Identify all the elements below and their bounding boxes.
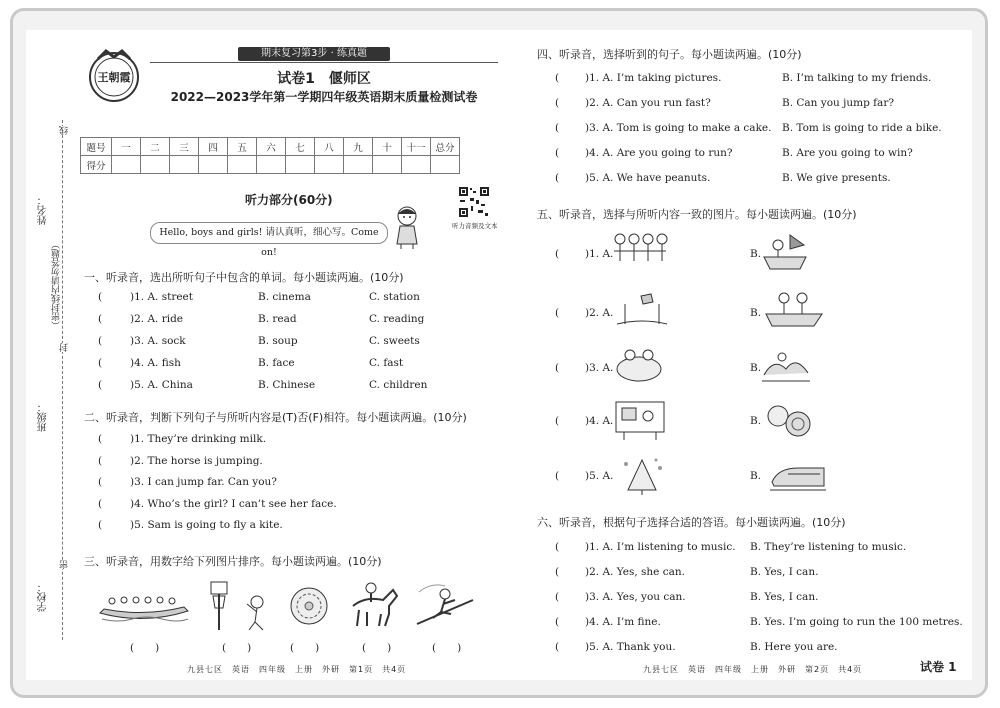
score-cell[interactable] xyxy=(315,156,344,174)
section-6-title: 六、听录音，根据句子选择合适的答语。每小题读两遍。(10分) xyxy=(537,516,846,529)
option-a: )2. A. ride xyxy=(130,313,184,325)
statement: )4. Who’s the girl? I can’t see her face. xyxy=(130,497,337,510)
option-b: B. Can you jump far? xyxy=(782,97,894,109)
girl-icon xyxy=(390,204,424,250)
option-b: B. They’re listening to music. xyxy=(750,541,907,553)
score-header-cell: 八 xyxy=(315,138,344,156)
section-2-title: 二、听录音，判断下列句子与所听内容是(T)否(F)相符。每小题读两遍。(10分) xyxy=(84,411,467,424)
dragon-boat-picture xyxy=(98,585,190,631)
binding-note: （密封线内请勿答题） xyxy=(52,240,62,330)
option-b: B. xyxy=(750,248,762,260)
answer-blank[interactable]: ( xyxy=(98,497,103,510)
section-4-title: 四、听录音，选择听到的句子。每小题读两遍。(10分) xyxy=(537,48,802,61)
answer-blank[interactable]: ( xyxy=(555,566,560,578)
order-blank[interactable]: ( ) xyxy=(290,642,320,654)
greeting-bubble: Hello, boys and girls! 请认真听，细心写。Come on! xyxy=(150,222,388,244)
qr-code-icon[interactable] xyxy=(458,186,490,218)
option-a: )3. A. xyxy=(585,362,614,374)
answer-blank[interactable]: ( xyxy=(98,454,103,467)
score-header-row xyxy=(81,138,460,156)
score-value-row xyxy=(81,156,460,174)
option-b: B. xyxy=(750,362,762,374)
name-label: 姓名： xyxy=(38,195,49,225)
score-header-cell: 二 xyxy=(141,138,170,156)
answer-blank[interactable]: ( xyxy=(98,379,103,391)
score-header-cell: 七 xyxy=(286,138,315,156)
option-a: )1. A. xyxy=(585,248,614,260)
answer-blank[interactable]: ( xyxy=(555,248,560,260)
option-b: B. xyxy=(750,470,762,482)
option-b: B. xyxy=(750,415,762,427)
option-b: B. Yes. I’m going to run the 100 metres. xyxy=(750,616,963,628)
option-b: B. Yes, I can. xyxy=(750,566,819,578)
statement: )3. I can jump far. Can you? xyxy=(130,476,277,488)
score-cell[interactable] xyxy=(228,156,257,174)
s5-1b-picture xyxy=(760,231,810,275)
score-cell[interactable] xyxy=(373,156,402,174)
option-c: C. fast xyxy=(369,357,404,369)
option-b: B. cinema xyxy=(258,291,311,303)
footer-right: 九县七区 英语 四年级 上册 外研 第2页 共4页 xyxy=(643,665,863,674)
option-b: B. Chinese xyxy=(258,379,316,391)
option-a: )1. A. I’m listening to music. xyxy=(585,541,736,553)
score-cell[interactable] xyxy=(141,156,170,174)
option-b: B. xyxy=(750,307,762,319)
horse-riding-picture xyxy=(345,580,401,634)
answer-blank[interactable]: ( xyxy=(98,519,103,531)
option-b: B. Yes, I can. xyxy=(750,591,819,603)
option-b: B. I’m talking to my friends. xyxy=(782,72,932,84)
score-cell[interactable] xyxy=(344,156,373,174)
answer-blank[interactable]: ( xyxy=(555,362,560,374)
s5-4b-picture xyxy=(764,402,814,444)
option-b: B. We give presents. xyxy=(782,172,891,184)
listening-heading: 听力部分(60分) xyxy=(245,193,333,207)
order-blank[interactable]: ( ) xyxy=(362,642,392,654)
score-header-cell: 十 xyxy=(373,138,402,156)
binding-mark-1: 线 xyxy=(60,126,70,135)
answer-blank[interactable]: ( xyxy=(555,122,560,134)
answer-blank[interactable]: ( xyxy=(555,541,560,553)
binding-mark-3: 密 xyxy=(60,560,70,569)
option-a: )1. A. street xyxy=(130,291,193,303)
logo-text: 王朝霞 xyxy=(97,71,131,84)
section-1-title: 一、听录音，选出所听句子中包含的单词。每小题读两遍。(10分) xyxy=(84,271,404,284)
s5-3b-picture xyxy=(760,345,812,389)
option-a: )3. A. Yes, you can. xyxy=(585,591,686,603)
section-3-title: 三、听录音，用数字给下列图片排序。每小题读两遍。(10分) xyxy=(84,555,382,568)
answer-blank[interactable]: ( xyxy=(555,147,560,159)
s5-1a-picture xyxy=(612,231,668,273)
answer-blank[interactable]: ( xyxy=(555,641,560,653)
answer-blank[interactable]: ( xyxy=(555,72,560,84)
s5-3a-picture xyxy=(614,345,664,389)
option-a: )1. A. I’m taking pictures. xyxy=(585,72,722,84)
score-header-cell: 九 xyxy=(344,138,373,156)
score-header-cell: 一 xyxy=(112,138,141,156)
score-header-cell: 十一 xyxy=(402,138,431,156)
score-cell[interactable] xyxy=(112,156,141,174)
option-a: )4. A. I’m fine. xyxy=(585,616,661,628)
option-a: )2. A. Can you run fast? xyxy=(585,97,711,109)
order-blank[interactable]: ( ) xyxy=(222,642,252,654)
score-row-label: 得分 xyxy=(81,156,112,174)
school-label: 学校： xyxy=(38,582,49,612)
answer-blank[interactable]: ( xyxy=(98,357,103,369)
option-a: )2. A. xyxy=(585,307,614,319)
answer-blank[interactable]: ( xyxy=(555,470,560,482)
option-b: B. Are you going to win? xyxy=(782,147,913,159)
answer-blank[interactable]: ( xyxy=(555,307,560,319)
option-b: B. read xyxy=(258,313,297,325)
series-banner: 期末复习第3步 · 练真题 xyxy=(238,47,390,61)
score-cell[interactable] xyxy=(286,156,315,174)
option-b: B. face xyxy=(258,357,295,369)
score-cell[interactable] xyxy=(402,156,431,174)
score-header-cell: 总分 xyxy=(431,138,460,156)
option-a: )5. A. We have peanuts. xyxy=(585,172,711,184)
paper-subtitle: 2022—2023学年第一学期四年级英语期末质量检测试卷 xyxy=(170,90,478,104)
s5-5a-picture xyxy=(616,456,668,500)
section-5-title: 五、听录音，选择与所听内容一致的图片。每小题读两遍。(10分) xyxy=(537,208,857,221)
order-blank[interactable]: ( ) xyxy=(130,642,160,654)
score-header-cell: 四 xyxy=(199,138,228,156)
score-header-cell: 题号 xyxy=(81,138,112,156)
option-c: C. reading xyxy=(369,313,425,325)
qr-caption: 听力音频及文本 xyxy=(452,222,498,230)
header-rule xyxy=(150,62,498,63)
option-b: B. Tom is going to ride a bike. xyxy=(782,122,942,134)
score-header-cell: 五 xyxy=(228,138,257,156)
s5-2a-picture xyxy=(615,290,669,334)
option-a: )5. A. China xyxy=(130,379,193,391)
mooncake-picture xyxy=(288,586,330,630)
statement: )5. Sam is going to fly a kite. xyxy=(130,519,283,531)
score-cell[interactable] xyxy=(431,156,460,174)
answer-blank[interactable]: ( xyxy=(555,172,560,184)
score-cell[interactable] xyxy=(170,156,199,174)
answer-blank[interactable]: ( xyxy=(98,291,103,303)
basketball-picture xyxy=(205,578,275,636)
option-c: C. children xyxy=(369,379,428,391)
binding-mark-2: 封 xyxy=(60,343,70,352)
option-b: B. Here you are. xyxy=(750,641,838,653)
option-a: )4. A. Are you going to run? xyxy=(585,147,733,159)
answer-blank[interactable]: ( xyxy=(555,415,560,427)
option-c: C. station xyxy=(369,291,420,303)
score-cell[interactable] xyxy=(199,156,228,174)
option-a: )5. A. xyxy=(585,470,614,482)
score-header-cell: 三 xyxy=(170,138,199,156)
option-a: )5. A. Thank you. xyxy=(585,641,676,653)
answer-blank[interactable]: ( xyxy=(98,313,103,325)
paper-number-label: 试卷 1 xyxy=(920,660,957,674)
s5-4a-picture xyxy=(614,400,666,446)
paper-title: 试卷1 偃师区 xyxy=(277,71,371,87)
s5-2b-picture xyxy=(764,288,824,334)
class-label: 班级： xyxy=(38,402,49,432)
score-cell[interactable] xyxy=(257,156,286,174)
answer-blank[interactable]: ( xyxy=(98,476,103,488)
order-blank[interactable]: ( ) xyxy=(432,642,462,654)
publisher-logo xyxy=(84,45,144,105)
option-a: )4. A. fish xyxy=(130,357,181,369)
ski-picture xyxy=(415,580,475,634)
answer-blank[interactable]: ( xyxy=(555,616,560,628)
option-c: C. sweets xyxy=(369,335,420,347)
score-header-cell: 六 xyxy=(257,138,286,156)
s5-5b-picture xyxy=(768,460,828,498)
answer-blank[interactable]: ( xyxy=(555,97,560,109)
option-a: )3. A. sock xyxy=(130,335,186,347)
option-a: )2. A. Yes, she can. xyxy=(585,566,685,578)
score-table xyxy=(80,137,460,174)
footer-left: 九县七区 英语 四年级 上册 外研 第1页 共4页 xyxy=(187,665,407,674)
statement: )1. They’re drinking milk. xyxy=(130,433,267,445)
answer-blank[interactable]: ( xyxy=(555,591,560,603)
option-a: )3. A. Tom is going to make a cake. xyxy=(585,122,772,134)
statement: )2. The horse is jumping. xyxy=(130,454,263,467)
option-a: )4. A. xyxy=(585,415,614,427)
answer-blank[interactable]: ( xyxy=(98,433,103,445)
answer-blank[interactable]: ( xyxy=(98,335,103,347)
option-b: B. soup xyxy=(258,335,298,347)
